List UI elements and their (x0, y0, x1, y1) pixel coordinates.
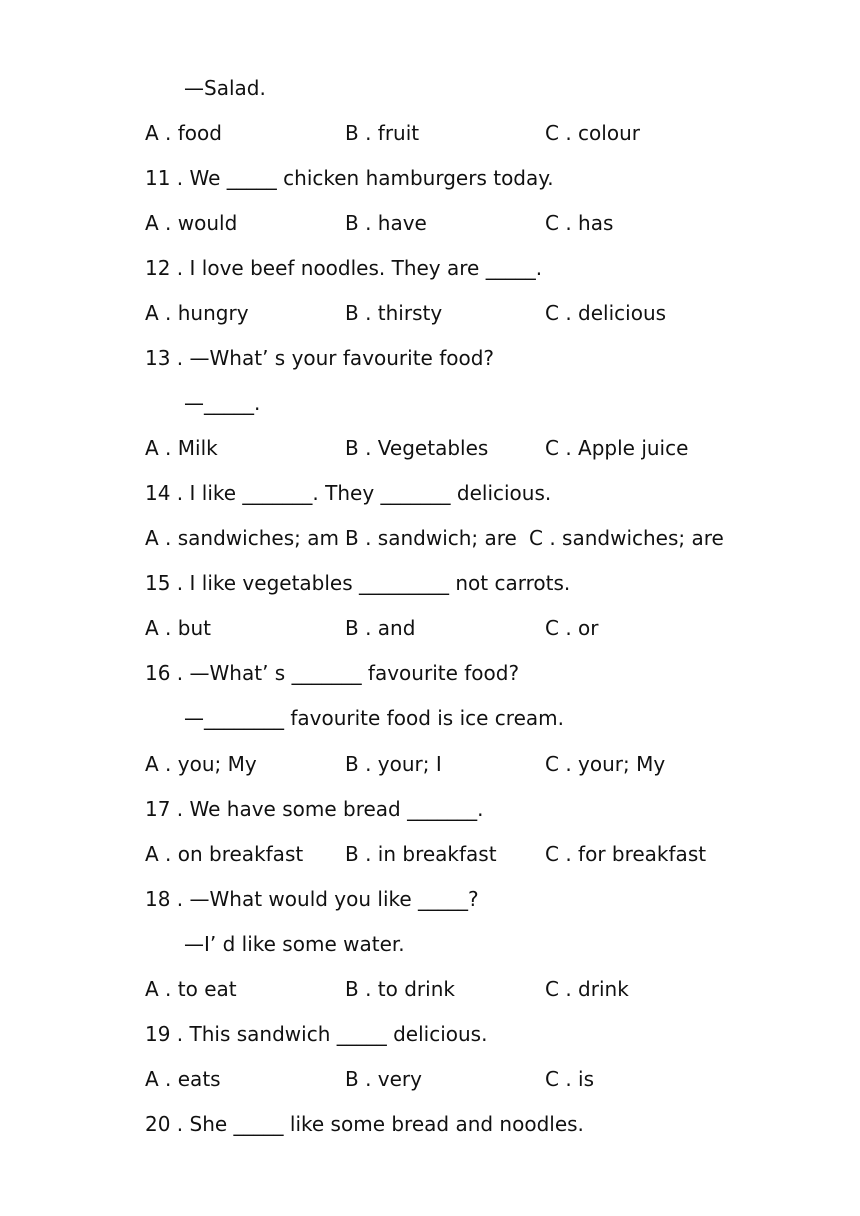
q10-options (145, 118, 745, 148)
q12-option-b: B . thirsty (345, 301, 443, 325)
q17-option-b: B . in breakfast (345, 842, 497, 866)
q15-option-c: C . or (545, 616, 599, 640)
q18-answer: —I’ d like some water. (184, 932, 405, 956)
q11-option-c: C . has (545, 211, 614, 235)
q17-option-c: C . for breakfast (545, 842, 707, 866)
q10-option-c: C . colour (545, 121, 640, 145)
q16-options (145, 749, 745, 779)
q15-option-a: A . but (145, 616, 211, 640)
q19-stem: 19 . This sandwich _____ delicious. (145, 1022, 488, 1046)
q17-options (145, 839, 745, 869)
q14-options (145, 523, 745, 553)
q19-options (145, 1064, 745, 1094)
q16-option-a: A . you; My (145, 752, 257, 776)
q13-option-b: B . Vegetables (345, 436, 489, 460)
q18-option-b: B . to drink (345, 977, 455, 1001)
q16-option-b: B . your; I (345, 752, 442, 776)
q13-answer: —_____. (184, 391, 261, 415)
q11-option-b: B . have (345, 211, 427, 235)
q12-options (145, 298, 745, 328)
q17-stem: 17 . We have some bread _______. (145, 797, 484, 821)
q18-option-c: C . drink (545, 977, 629, 1001)
q16-stem: 16 . —What’ s _______ favourite food? (145, 661, 520, 685)
q15-option-b: B . and (345, 616, 416, 640)
q15-options (145, 613, 745, 643)
q11-options (145, 208, 745, 238)
q12-option-a: A . hungry (145, 301, 249, 325)
q12-stem: 12 . I love beef noodles. They are _____. (145, 256, 543, 280)
q19-option-a: A . eats (145, 1067, 221, 1091)
q18-options (145, 974, 745, 1004)
q13-stem: 13 . —What’ s your favourite food? (145, 346, 495, 370)
q18-stem: 18 . —What would you like _____? (145, 887, 479, 911)
q19-option-b: B . very (345, 1067, 422, 1091)
q16-option-c: C . your; My (545, 752, 666, 776)
q16-answer: —________ favourite food is ice cream. (184, 706, 564, 730)
q13-option-c: C . Apple juice (545, 436, 689, 460)
q14-option-c: C . sandwiches; are (529, 526, 724, 550)
q11-option-a: A . would (145, 211, 238, 235)
q10-option-a: A . food (145, 121, 222, 145)
q13-option-a: A . Milk (145, 436, 218, 460)
q10-option-b: B . fruit (345, 121, 420, 145)
q14-option-a: A . sandwiches; am (145, 526, 339, 550)
q12-option-c: C . delicious (545, 301, 667, 325)
q20-stem: 20 . She _____ like some bread and noodles. (145, 1112, 584, 1136)
q14-option-b: B . sandwich; are (345, 526, 517, 550)
q14-stem: 14 . I like _______. They _______ delicious. (145, 481, 552, 505)
q19-option-c: C . is (545, 1067, 595, 1091)
q15-stem: 15 . I like vegetables _________ not carrots. (145, 571, 571, 595)
q13-options (145, 433, 745, 463)
q17-option-a: A . on breakfast (145, 842, 304, 866)
q10-answer: —Salad. (184, 76, 266, 100)
q18-option-a: A . to eat (145, 977, 237, 1001)
q11-stem: 11 . We _____ chicken hamburgers today. (145, 166, 554, 190)
